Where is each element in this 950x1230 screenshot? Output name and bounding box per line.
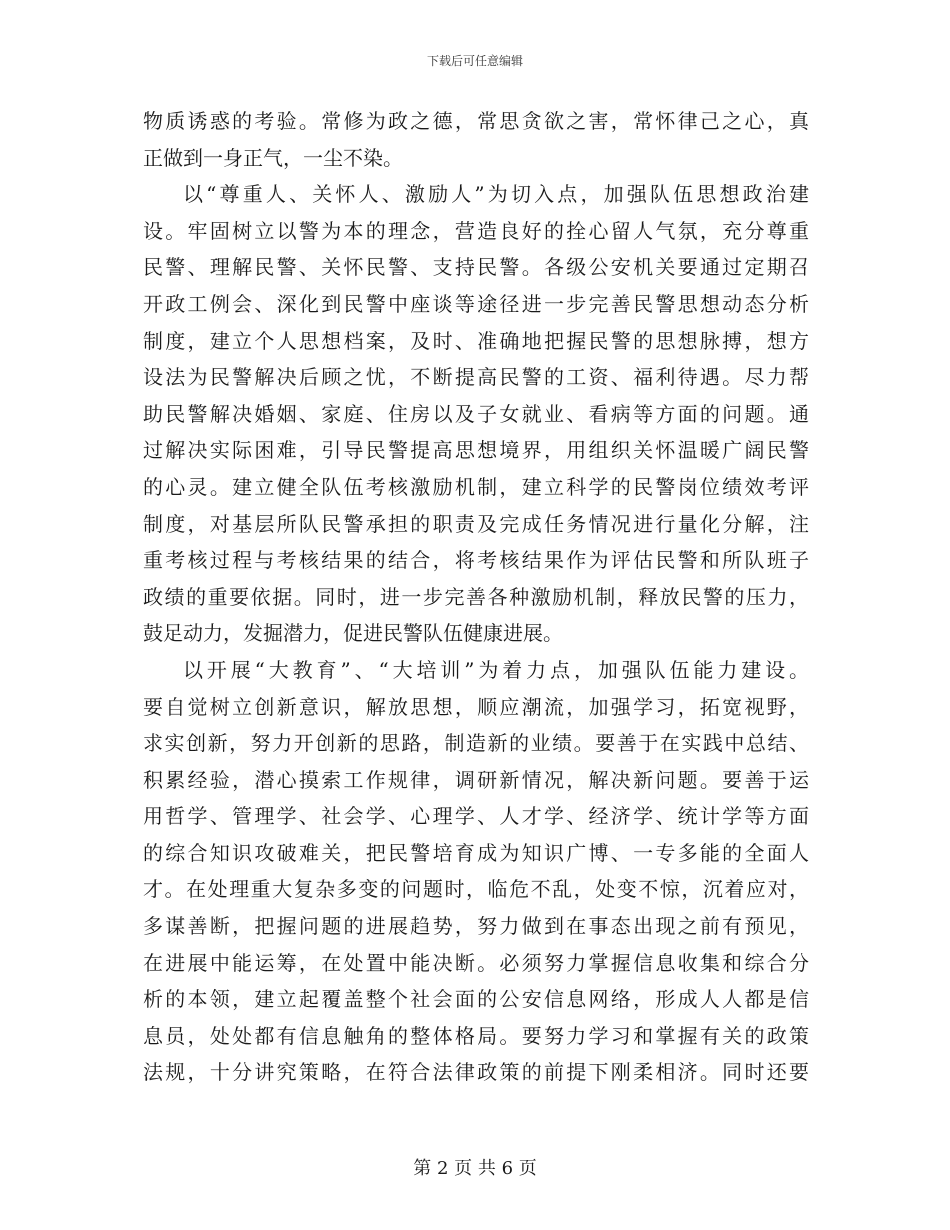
body-line: 开政工例会、深化到民警中座谈等途径进一步完善民警思想动态分析 (143, 291, 809, 316)
body-line: 正做到一身正气，一尘不染。 (143, 145, 403, 170)
body-line: 法规，十分讲究策略，在符合法律政策的前提下刚柔相济。同时还要 (143, 1060, 809, 1085)
body-line: 多谋善断，把握问题的进展趋势，努力做到在事态出现之前有预见， (143, 914, 809, 939)
body-line: 制度，建立个人思想档案，及时、准确地把握民警的思想脉搏，想方 (143, 328, 809, 353)
page-header: 下载后可任意编辑 (426, 54, 523, 68)
body-line: 要自觉树立创新意识，解放思想，顺应潮流，加强学习，拓宽视野， (143, 694, 809, 719)
body-line: 积累经验，潜心摸索工作规律，调研新情况，解决新问题。要善于运 (143, 767, 809, 792)
body-line: 息员，处处都有信息触角的整体格局。要努力学习和掌握有关的政策 (143, 1023, 809, 1048)
body-line: 设。牢固树立以警为本的理念，营造良好的拴心留人气氛，充分尊重 (143, 218, 809, 243)
body-line: 才。在处理重大复杂多变的问题时，临危不乱，处变不惊，沉着应对， (143, 877, 809, 902)
body-line: 析的本领，建立起覆盖整个社会面的公安信息网络，形成人人都是信 (143, 987, 809, 1012)
body-line: 设法为民警解决后顾之忧，不断提高民警的工资、福利待遇。尽力帮 (143, 365, 809, 390)
body-line: 政绩的重要依据。同时，进一步完善各种激励机制，释放民警的压力， (143, 584, 809, 609)
body-line: 助民警解决婚姻、家庭、住房以及子女就业、看病等方面的问题。通 (143, 401, 809, 426)
body-line: 的综合知识攻破难关，把民警培育成为知识广博、一专多能的全面人 (143, 840, 809, 865)
body-line: 的心灵。建立健全队伍考核激励机制，建立科学的民警岗位绩效考评 (143, 474, 809, 499)
document-body (143, 103, 809, 1091)
body-line: 在进展中能运筹，在处置中能决断。必须努力掌握信息收集和综合分 (143, 950, 809, 975)
body-line: 物质诱惑的考验。常修为政之德，常思贪欲之害，常怀律己之心，真 (143, 109, 809, 133)
body-line: 过解决实际困难，引导民警提高思想境界，用组织关怀温暖广阔民警 (143, 438, 809, 463)
body-line: 民警、理解民警、关怀民警、支持民警。各级公安机关要通过定期召 (143, 255, 809, 280)
page-number-footer: 第 2 页 共 6 页 (413, 1158, 537, 1179)
paragraph-start-line: 以“尊重人、关怀人、激励人”为切入点，加强队伍思想政治建 (183, 182, 809, 207)
body-line: 重考核过程与考核结果的结合，将考核结果作为评估民警和所队班子 (143, 548, 809, 573)
body-line: 求实创新，努力开创新的思路，制造新的业绩。要善于在实践中总结、 (143, 731, 809, 756)
body-line: 制度，对基层所队民警承担的职责及完成任务情况进行量化分解，注 (143, 511, 809, 536)
paragraph-start-line: 以开展“大教育”、“大培训”为着力点，加强队伍能力建设。 (183, 657, 809, 682)
body-line: 用哲学、管理学、社会学、心理学、人才学、经济学、统计学等方面 (143, 804, 809, 829)
body-line: 鼓足动力，发掘潜力，促进民警队伍健康进展。 (143, 621, 563, 646)
